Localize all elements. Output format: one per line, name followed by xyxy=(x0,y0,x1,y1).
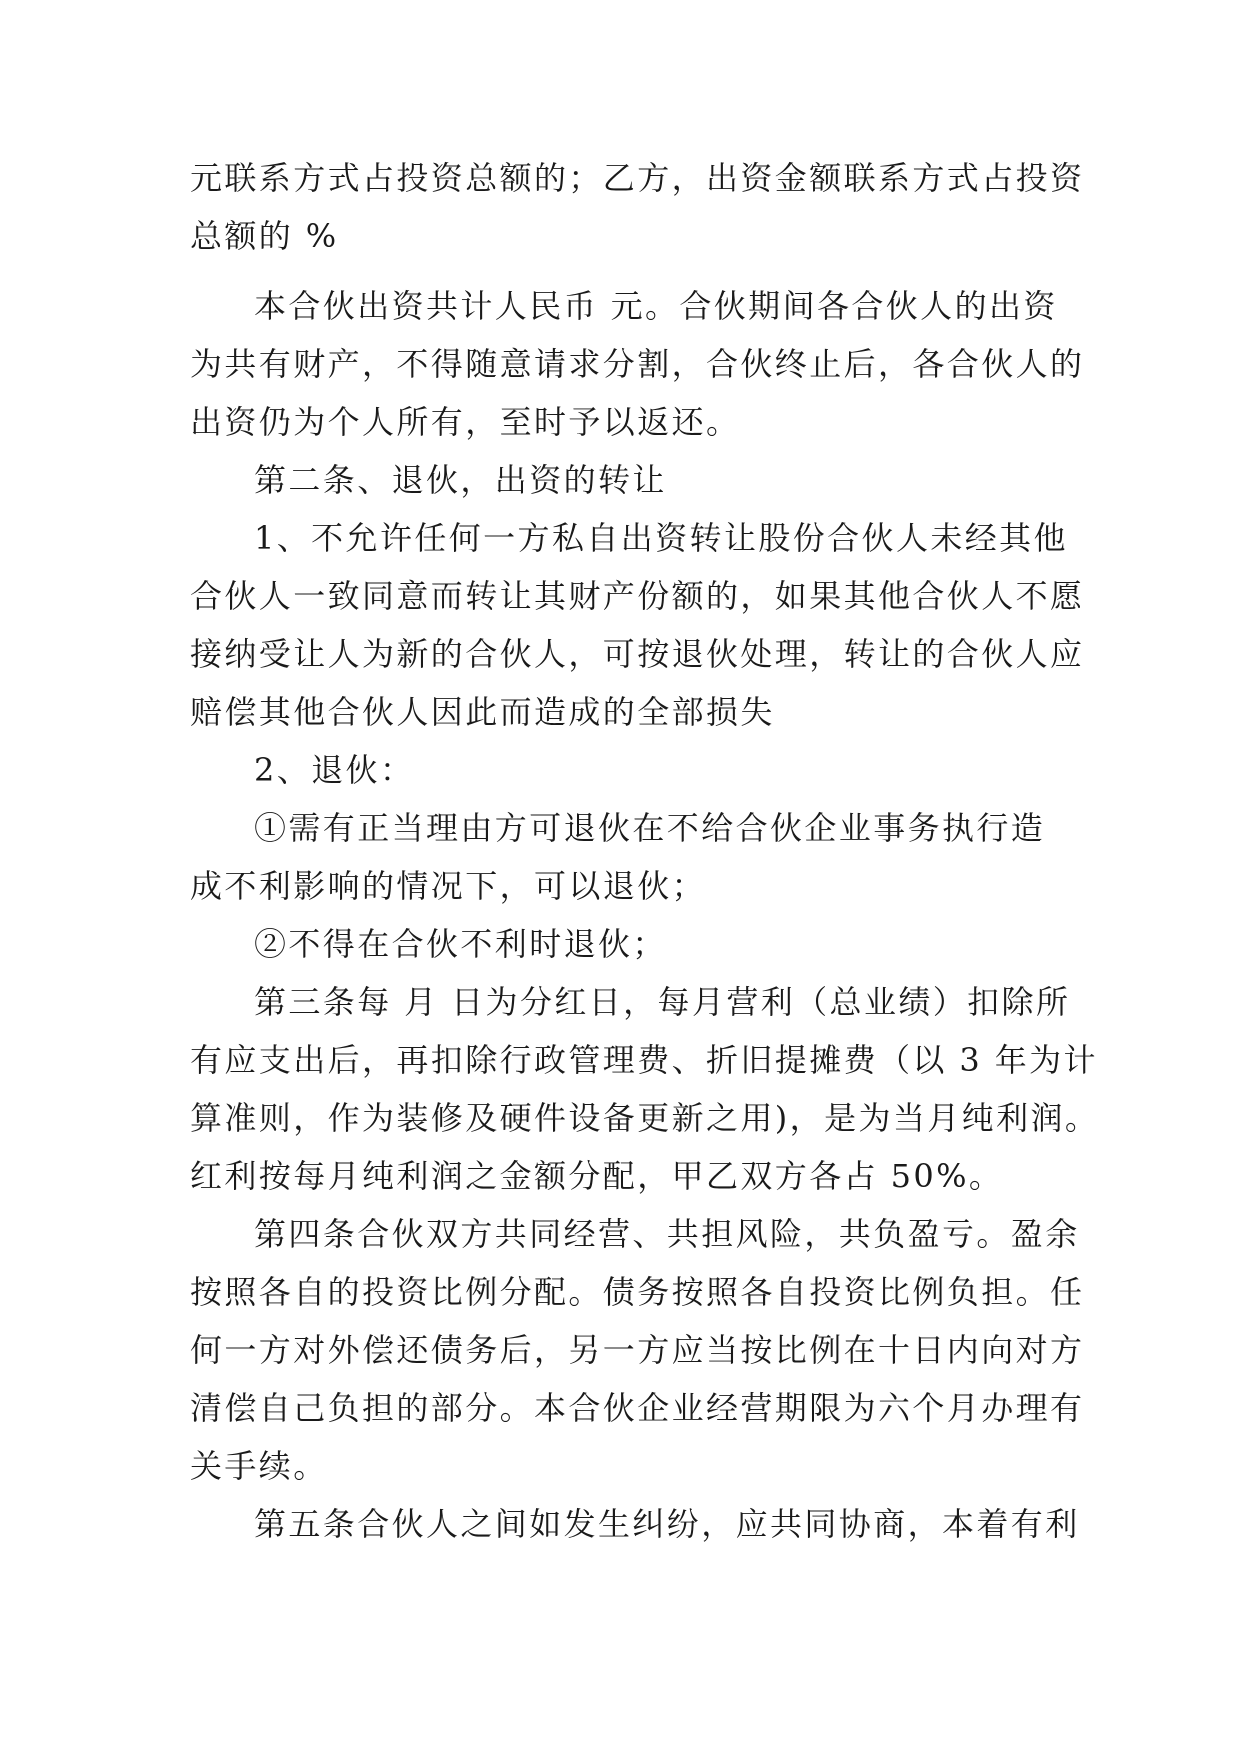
text-line: 出资仍为个人所有，至时予以返还。 xyxy=(190,403,741,441)
text-line: 第五条合伙人之间如发生纠纷，应共同协商，本着有利 xyxy=(254,1505,1080,1543)
text-line: 合伙人一致同意而转让其财产份额的，如果其他合伙人不愿 xyxy=(190,577,1085,615)
text-line: 关手续。 xyxy=(190,1447,328,1485)
text-line: 元联系方式占投资总额的；乙方，出资金额联系方式占投资 xyxy=(190,159,1085,197)
text-line: 2、退伙： xyxy=(254,751,415,789)
text-line: 第四条合伙双方共同经营、共担风险，共负盈亏。盈余 xyxy=(254,1215,1080,1253)
text-line: 何一方对外偿还债务后，另一方应当按比例在十日内向对方 xyxy=(190,1331,1085,1369)
text-line: 1、不允许任何一方私自出资转让股份合伙人未经其他 xyxy=(254,519,1068,557)
text-line: 成不利影响的情况下，可以退伙； xyxy=(190,867,707,905)
text-line: 总额的 % xyxy=(190,217,339,255)
text-line: 有应支出后，再扣除行政管理费、折旧提摊费（以 3 年为计 xyxy=(190,1041,1098,1079)
text-line: 按照各自的投资比例分配。债务按照各自投资比例负担。任 xyxy=(190,1273,1085,1311)
text-line: ②不得在合伙不利时退伙； xyxy=(254,925,667,963)
section-heading: 第二条、退伙，出资的转让 xyxy=(254,461,667,499)
text-line: 为共有财产，不得随意请求分割，合伙终止后，各合伙人的 xyxy=(190,345,1085,383)
text-line: 清偿自己负担的部分。本合伙企业经营期限为六个月办理有 xyxy=(190,1389,1085,1427)
text-line: 本合伙出资共计人民币 元。合伙期间各合伙人的出资 xyxy=(254,287,1058,325)
text-line: 接纳受让人为新的合伙人，可按退伙处理，转让的合伙人应 xyxy=(190,635,1085,673)
text-line: 赔偿其他合伙人因此而造成的全部损失 xyxy=(190,693,775,731)
text-line: ①需有正当理由方可退伙在不给合伙企业事务执行造 xyxy=(254,809,1046,847)
text-line: 红利按每月纯利润之金额分配，甲乙双方各占 50%。 xyxy=(190,1157,1004,1195)
text-line: 算准则，作为装修及硬件设备更新之用)，是为当月纯利润。 xyxy=(190,1099,1100,1137)
text-line: 第三条每 月 日为分红日，每月营利（总业绩）扣除所 xyxy=(254,983,1071,1021)
